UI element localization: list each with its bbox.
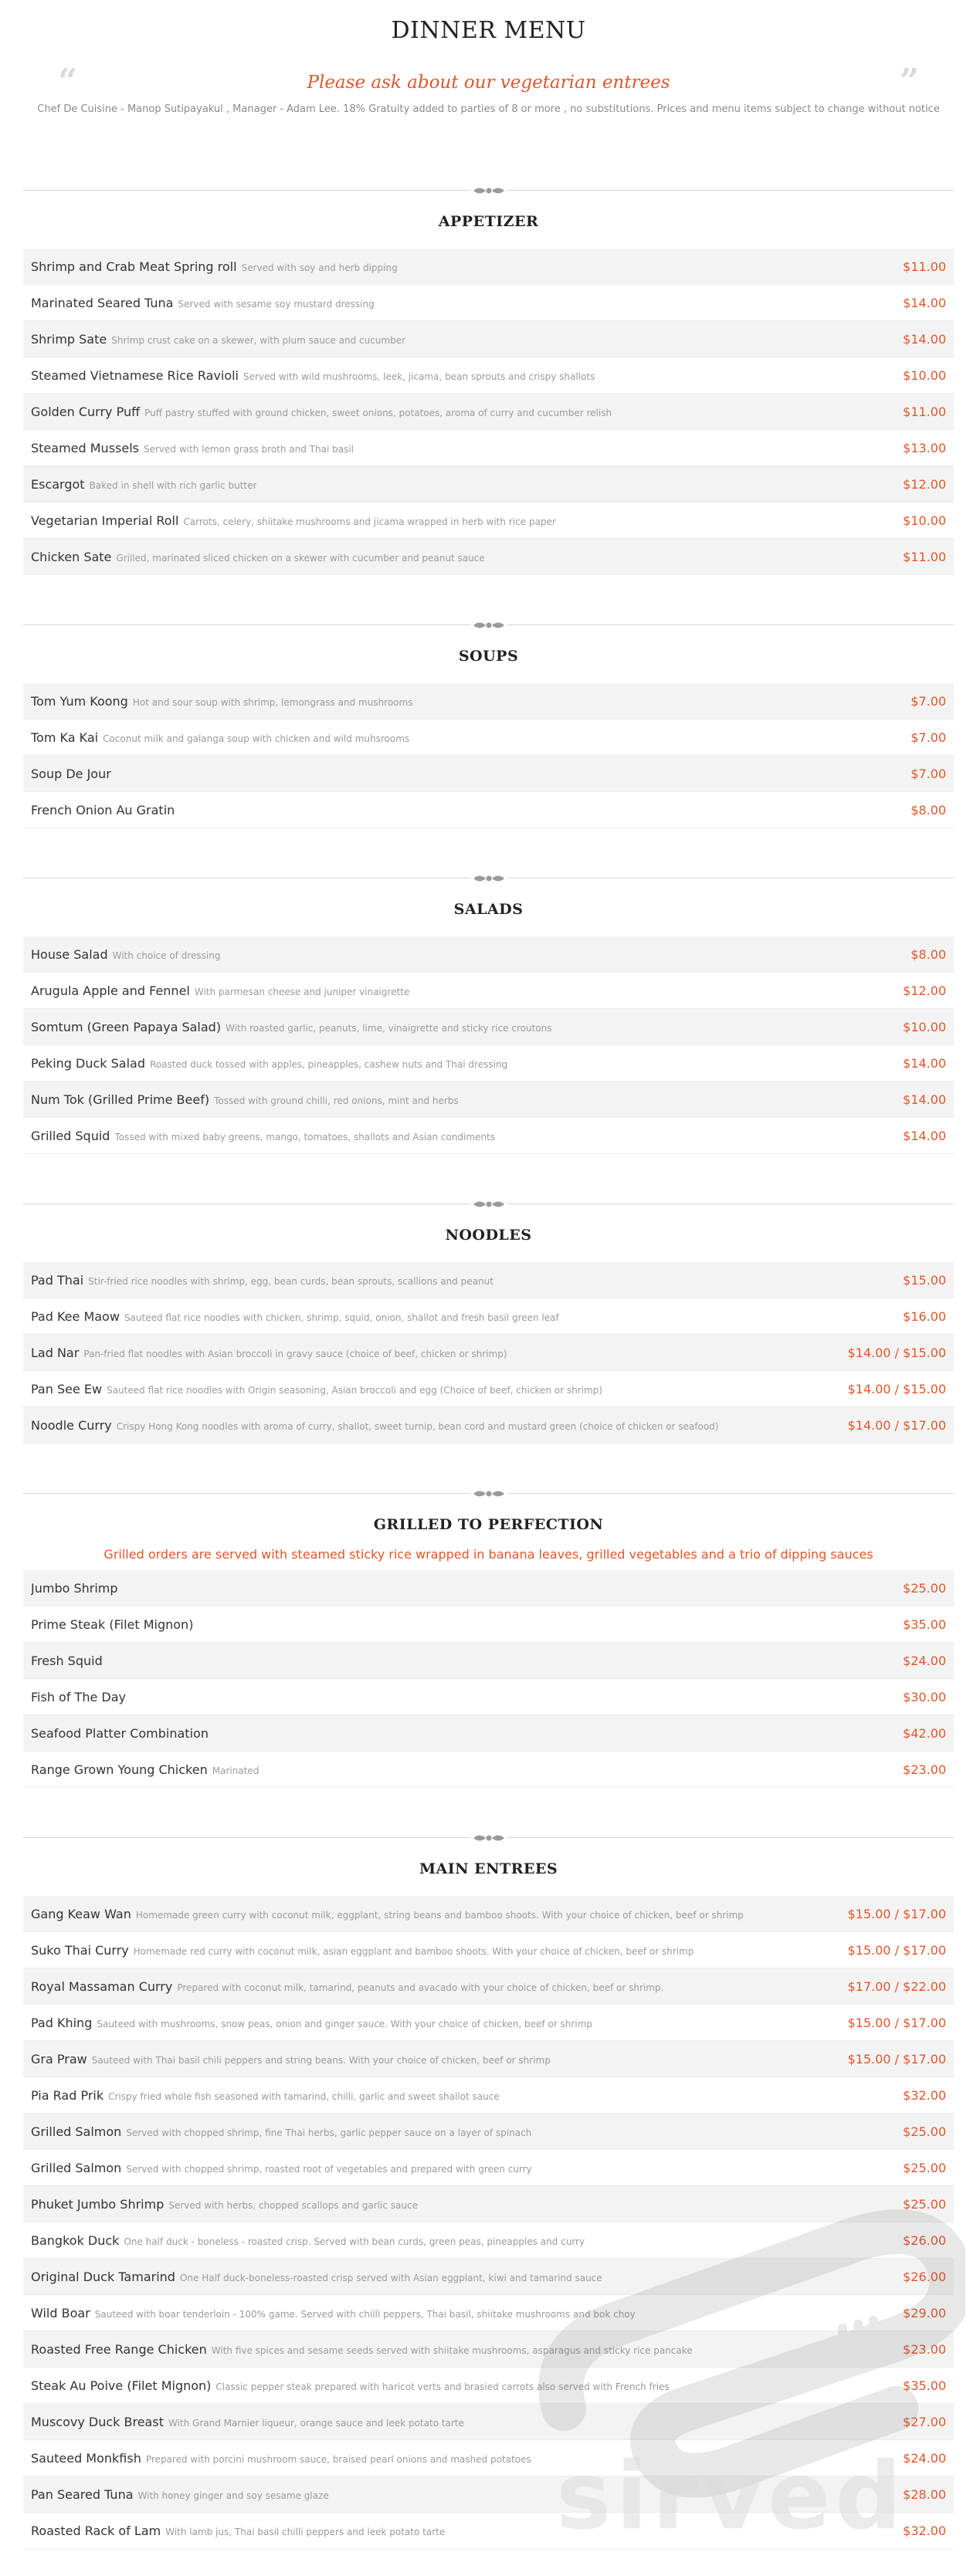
menu-item-text [31, 368, 595, 383]
menu-item-price: $29.00 [903, 2305, 946, 2320]
menu-item-description: Served with lemon grass broth and Thai basil [144, 443, 354, 455]
close-quote-icon: ” [899, 62, 919, 101]
menu-item-name: Pan Seared Tuna [31, 2486, 134, 2502]
ornament-icon [470, 184, 507, 195]
menu-item [23, 2331, 954, 2368]
menu-item [23, 1606, 954, 1643]
tagline: Please ask about our vegetarian entrees [307, 73, 670, 93]
menu-item-description: Sauteed flat rice noodles with Origin seasoning, Asian broccoli and egg (Choice of beef, chicken or shrimp) [107, 1384, 602, 1396]
menu-item [23, 2476, 954, 2513]
menu-item-name: Chicken Sate [31, 549, 112, 564]
menu-item-text [31, 1617, 193, 1632]
menu-item-description: With honey ginger and soy sesame glaze [137, 2490, 329, 2501]
section-divider-wrap [23, 1444, 954, 1501]
menu-item-description: Served with wild mushrooms, leek, jicama, bean sprouts and crispy shallots [243, 371, 595, 382]
menu-item-description: Grilled, marinated sliced chicken on a skewer with cucumber and peanut sauce [116, 552, 485, 564]
menu-item-description: With parmesan cheese and juniper vinaigrette [194, 986, 410, 997]
menu-item-description: Served with sesame soy mustard dressing [178, 298, 375, 310]
section-divider-wrap [23, 828, 954, 885]
section-divider [23, 1485, 954, 1501]
menu-item-price: $14.00 [903, 295, 946, 310]
menu-item [23, 1679, 954, 1715]
section-title: SALADS [453, 901, 524, 918]
menu-item-price: $11.00 [903, 259, 946, 274]
menu-item-text [31, 1020, 551, 1034]
section-note: Grilled orders are served with steamed sticky rice wrapped in banana leaves, grilled vegetables and a trio of dipping sauces [103, 1547, 874, 1562]
menu-item-price: $24.00 [903, 1653, 946, 1668]
menu-item-text [31, 1056, 507, 1071]
menu-item-price: $15.00 / $17.00 [847, 1942, 946, 1958]
menu-item-price: $15.00 / $17.00 [847, 2015, 946, 2030]
menu-item-description: Baked in shell with rich garlic butter [89, 479, 257, 491]
menu-item-text [31, 441, 354, 455]
menu-item [23, 466, 954, 503]
menu-section-appetizer [23, 198, 954, 575]
menu-item-price: $26.00 [903, 2232, 946, 2248]
section-divider [23, 1196, 954, 1211]
menu-item-text [31, 2052, 551, 2067]
section-title: APPETIZER [438, 213, 539, 230]
ornament-icon [470, 1832, 507, 1843]
menu-item-name: Bangkok Duck [31, 2232, 120, 2248]
menu-item-name: Somtum (Green Papaya Salad) [31, 1019, 222, 1034]
menu-item-price: $23.00 [903, 1762, 946, 1777]
menu-item-description: Sauteed with Thai basil chili peppers and string beans. With your choice of chicken, beef or shrimp [91, 2054, 551, 2066]
section-divider [23, 182, 954, 198]
menu-item-price: $25.00 [903, 2124, 946, 2139]
menu-item-text [31, 1346, 507, 1360]
menu-item-price: $10.00 [903, 367, 946, 383]
menu-item-price: $15.00 [903, 1272, 946, 1288]
menu-sections [23, 148, 954, 2549]
menu-item-name: Steak Au Poive (Filet Mignon) [31, 2378, 212, 2393]
menu-item-text [31, 477, 256, 492]
menu-item-price: $10.00 [903, 1019, 946, 1034]
menu-item-description: One half duck - boneless - roasted crisp. Served with bean curds, green peas, pineapples and curry [124, 2236, 585, 2247]
menu-item [23, 2368, 954, 2404]
menu-item-price: $11.00 [903, 549, 946, 564]
menu-item-name: Prime Steak (Filet Mignon) [31, 1616, 194, 1632]
menu-item [23, 792, 954, 828]
menu-section-noodles [23, 1211, 954, 1444]
menu-item-price: $28.00 [903, 2486, 946, 2502]
menu-item [23, 936, 954, 973]
menu-item-list [23, 1896, 954, 2549]
menu-item-text [31, 947, 220, 962]
menu-item-price: $15.00 / $17.00 [847, 2051, 946, 2067]
menu-item-description: Homemade green curry with coconut milk, eggplant, string beans and bamboo shoots. With your choice of chicken, beef or shrimp [135, 1909, 744, 1921]
menu-item-price: $7.00 [911, 693, 946, 709]
menu-item-description: With five spices and sesame seeds served with shiitake mushrooms, asparagus and sticky rice pancake [211, 2344, 693, 2356]
menu-item [23, 285, 954, 321]
menu-item-price: $14.00 [903, 331, 946, 347]
menu-item-text [31, 2270, 602, 2284]
menu-item-name: Pad Khing [31, 2015, 93, 2030]
menu-item-name: Pia Rad Prik [31, 2087, 104, 2103]
menu-item-price: $7.00 [911, 766, 946, 781]
menu-item [23, 2150, 954, 2186]
menu-item-name: Num Tok (Grilled Prime Beef) [31, 1092, 210, 1107]
menu-item [23, 2295, 954, 2331]
section-title: MAIN ENTREES [419, 1860, 558, 1877]
menu-item-name: Wild Boar [31, 2305, 90, 2320]
menu-item-text [31, 2306, 636, 2320]
menu-item-text [31, 1943, 694, 1958]
menu-item [23, 2222, 954, 2259]
menu-item-list [23, 1262, 954, 1444]
menu-item-description: Marinated [212, 1765, 260, 1776]
menu-section-soups [23, 632, 954, 828]
menu-item [23, 321, 954, 357]
ornament-icon [470, 1488, 507, 1498]
menu-item-text [31, 332, 405, 347]
menu-item [23, 1262, 954, 1298]
menu-item-price: $11.00 [903, 404, 946, 419]
menu-item [23, 1118, 954, 1154]
menu-item-price: $42.00 [903, 1725, 946, 1741]
menu-item-price: $14.00 / $15.00 [847, 1345, 946, 1360]
menu-item-text [31, 405, 612, 419]
menu-item-name: French Onion Au Gratin [31, 802, 175, 817]
menu-item-text [31, 513, 556, 528]
menu-item-name: Roasted Free Range Chicken [31, 2341, 207, 2357]
menu-item-text [31, 1129, 495, 1143]
menu-section-main-entrees [23, 1845, 954, 2549]
menu-item-description: Sauteed flat rice noodles with chicken, shrimp, squid, onion, shallot and fresh basil green leaf [124, 1312, 559, 1323]
menu-item [23, 683, 954, 719]
menu-item [23, 973, 954, 1009]
menu-item-text [31, 2197, 418, 2212]
menu-item-price: $23.00 [903, 2341, 946, 2357]
menu-item-name: Fish of The Day [31, 1689, 126, 1704]
menu-item-description: Homemade red curry with coconut milk, asian eggplant and bamboo shoots. With your choice of chicken, beef or shrimp [133, 1945, 694, 1957]
menu-item [23, 1407, 954, 1444]
menu-item-price: $7.00 [911, 729, 946, 745]
menu-item-description: Shrimp crust cake on a skewer, with plum sauce and cucumber [111, 334, 406, 346]
menu-item-text [31, 1979, 663, 1994]
menu-item-name: Pad Thai [31, 1272, 84, 1288]
menu-item-list [23, 1570, 954, 1788]
menu-item-price: $25.00 [903, 2160, 946, 2175]
menu-item-description: Puff pastry stuffed with ground chicken, sweet onions, potatoes, aroma of curry and cucumber relish [144, 407, 612, 418]
menu-item-text [31, 2378, 670, 2393]
menu-item-price: $10.00 [903, 513, 946, 528]
menu-item-name: Golden Curry Puff [31, 404, 141, 419]
menu-item [23, 2077, 954, 2114]
section-title: GRILLED TO PERFECTION [373, 1516, 604, 1533]
menu-item [23, 1298, 954, 1335]
menu-item-name: Range Grown Young Chicken [31, 1762, 208, 1777]
menu-item-text [31, 1273, 494, 1288]
menu-item-description: Served with herbs, chopped scallops and garlic sauce [168, 2199, 418, 2211]
menu-item-text [31, 2342, 693, 2357]
menu-item-description: Carrots, celery, shiitake mushrooms and jicama wrapped in herb with rice paper [183, 516, 556, 527]
menu-page [23, 0, 954, 2549]
section-title: SOUPS [458, 648, 519, 665]
intro-quote [23, 48, 954, 148]
menu-item-description: Roasted duck tossed with apples, pineapples, cashew nuts and Thai dressing [150, 1058, 508, 1070]
menu-item-price: $26.00 [903, 2269, 946, 2284]
menu-item-text [31, 1309, 559, 1324]
watermark-text: sirved [556, 2443, 907, 2551]
menu-item-description: Crispy Hong Kong noodles with aroma of curry, shallot, sweet turnip, bean cord and mustard green (choice of chicken or seafood) [116, 1420, 719, 1432]
menu-item-name: Steamed Mussels [31, 440, 139, 455]
section-title: NOODLES [445, 1227, 532, 1244]
menu-item [23, 2440, 954, 2476]
menu-item-name: Gang Keaw Wan [31, 1906, 131, 1921]
menu-item-name: Fresh Squid [31, 1653, 103, 1668]
section-divider [23, 870, 954, 885]
menu-item-text [31, 2088, 500, 2103]
menu-item [23, 1715, 954, 1752]
menu-item [23, 249, 954, 285]
menu-item [23, 2513, 954, 2549]
menu-item [23, 756, 954, 792]
menu-item-text [31, 1690, 126, 1704]
menu-item-name: Pad Kee Maow [31, 1308, 120, 1324]
menu-section-salads [23, 885, 954, 1154]
menu-item-price: $12.00 [903, 476, 946, 492]
menu-item-description: Tossed with ground chilli, red onions, mint and herbs [214, 1095, 459, 1106]
menu-item-price: $8.00 [911, 946, 946, 962]
menu-item-price: $32.00 [903, 2523, 946, 2538]
menu-item-text [31, 730, 409, 745]
section-divider-wrap [23, 1154, 954, 1211]
menu-item-name: Shrimp and Crab Meat Spring roll [31, 259, 237, 274]
menu-item [23, 2186, 954, 2222]
menu-item-name: Suko Thai Curry [31, 1942, 129, 1958]
menu-item-text [31, 1726, 209, 1741]
menu-item-name: Pan See Ew [31, 1381, 103, 1396]
menu-item-price: $13.00 [903, 440, 946, 455]
menu-item-description: Prepared with coconut milk, tamarind, peanuts and avacado with your choice of chicken, beef or shrimp. [177, 1982, 664, 1993]
menu-item [23, 1968, 954, 2005]
menu-section-grilled-to-perfection [23, 1501, 954, 1788]
menu-item-price: $16.00 [903, 1308, 946, 1324]
menu-item-text [31, 2233, 585, 2248]
menu-item [23, 1371, 954, 1407]
menu-item-name: Original Duck Tamarind [31, 2269, 175, 2284]
menu-item-name: Muscovy Duck Breast [31, 2414, 164, 2429]
menu-item-description: Sauteed with mushrooms, snow peas, onion and ginger sauce. With your choice of chicken, beef or shrimp [97, 2018, 592, 2029]
menu-item-price: $24.00 [903, 2450, 946, 2466]
menu-item [23, 719, 954, 756]
menu-item-name: Arugula Apple and Fennel [31, 983, 190, 998]
menu-item-text [31, 2161, 532, 2175]
menu-item-price: $14.00 [903, 1092, 946, 1107]
menu-item-text [31, 983, 409, 998]
menu-item-description: With roasted garlic, peanuts, lime, vinaigrette and sticky rice croutons [226, 1022, 552, 1034]
menu-item-name: Grilled Salmon [31, 2124, 122, 2139]
section-divider-wrap [23, 575, 954, 632]
menu-item-name: Lad Nar [31, 1345, 80, 1360]
menu-item-text [31, 550, 485, 564]
menu-item-price: $12.00 [903, 983, 946, 998]
menu-item-name: Peking Duck Salad [31, 1055, 145, 1071]
menu-item-price: $25.00 [903, 1580, 946, 1596]
menu-item-name: Grilled Salmon [31, 2160, 122, 2175]
menu-item-text [31, 1762, 259, 1777]
menu-item-description: One Half duck-boneless-roasted crisp served with Asian eggplant, kiwi and tamarind sauce [179, 2272, 602, 2283]
menu-item [23, 1082, 954, 1118]
menu-item [23, 1643, 954, 1679]
menu-item-text [31, 1418, 718, 1433]
menu-item [23, 1045, 954, 1082]
menu-item-name: House Salad [31, 946, 108, 962]
menu-item-name: Gra Praw [31, 2051, 87, 2067]
menu-item [23, 430, 954, 466]
menu-item-name: Royal Massaman Curry [31, 1979, 173, 1994]
menu-item-price: $25.00 [903, 2196, 946, 2212]
ornament-icon [470, 872, 507, 883]
menu-item-text [31, 1382, 602, 1396]
menu-item-price: $14.00 / $15.00 [847, 1381, 946, 1396]
menu-item-description: With Grand Marnier liqueur, orange sauce and leek potato tarte [168, 2417, 464, 2429]
menu-item [23, 2005, 954, 2041]
menu-item-name: Seafood Platter Combination [31, 1725, 209, 1741]
menu-item-price: $8.00 [911, 802, 946, 817]
section-divider [23, 617, 954, 632]
menu-item-text [31, 767, 111, 781]
menu-item-description: Stir-fried rice noodles with shrimp, egg, bean curds, bean sprouts, scallions and peanut [88, 1275, 494, 1287]
section-divider [23, 1830, 954, 1845]
menu-item-text [31, 1907, 744, 1921]
menu-item [23, 1335, 954, 1371]
menu-item-description: Hot and sour soup with shrimp, lemongrass and mushrooms [132, 696, 413, 708]
menu-item-description: Served with soy and herb dipping [241, 262, 398, 273]
menu-item-price: $35.00 [903, 2378, 946, 2393]
menu-item-description: With choice of dressing [112, 949, 221, 961]
ornament-icon [470, 1198, 507, 1209]
menu-item-list [23, 936, 954, 1154]
menu-item-name: Escargot [31, 476, 85, 492]
page-title: DINNER MENU [391, 17, 586, 44]
menu-item [23, 1570, 954, 1606]
menu-item [23, 394, 954, 430]
menu-item-name: Noodle Curry [31, 1417, 112, 1433]
subline: Chef De Cuisine - Manop Sutipayakul , Manager - Adam Lee. 18% Gratuity added to parties of 8 or more , no substitutions. Prices and menu items subject to change without notice [37, 103, 940, 115]
menu-item-name: Soup De Jour [31, 766, 111, 781]
menu-item-description: Served with chopped shrimp, roasted root of vegetables and prepared with green curry [126, 2163, 532, 2175]
menu-item-text [31, 1654, 103, 1668]
menu-item-name: Phuket Jumbo Shrimp [31, 2196, 165, 2212]
menu-item-name: Grilled Squid [31, 1128, 110, 1143]
menu-item-description: With lamb jus, Thai basil chilli peppers and leek potato tarte [165, 2526, 446, 2537]
menu-item-description: Coconut milk and galanga soup with chicken and wild muhsrooms [103, 733, 410, 744]
menu-item-text [31, 2124, 531, 2139]
menu-item-name: Vegetarian Imperial Roll [31, 513, 179, 528]
menu-item-name: Marinated Seared Tuna [31, 295, 174, 310]
menu-item-name: Shrimp Sate [31, 331, 107, 347]
menu-item-text [31, 2451, 531, 2466]
menu-item [23, 1009, 954, 1045]
menu-item-name: Roasted Rack of Lam [31, 2523, 161, 2538]
menu-item [23, 503, 954, 539]
menu-item-name: Sauteed Monkfish [31, 2450, 141, 2466]
menu-item-price: $14.00 / $17.00 [847, 1417, 946, 1433]
menu-item-text [31, 694, 412, 709]
menu-item-description: Prepared with porcini mushroom sauce, braised pearl onions and mashed potatoes [145, 2453, 531, 2465]
menu-item [23, 1932, 954, 1968]
menu-item-list [23, 249, 954, 575]
menu-item-text [31, 296, 375, 310]
menu-item [23, 357, 954, 394]
menu-item-description: Sauteed with boar tenderloin - 100% game. Served with chilli peppers, Thai basil, shiitake mushrooms and bok choy [94, 2308, 636, 2320]
menu-item-price: $15.00 / $17.00 [847, 1906, 946, 1921]
menu-item-text [31, 803, 175, 817]
menu-item-price: $35.00 [903, 1616, 946, 1632]
section-divider-wrap [23, 1788, 954, 1845]
menu-item-price: $32.00 [903, 2087, 946, 2103]
section-divider-wrap [23, 148, 954, 198]
menu-item-text [31, 2487, 329, 2502]
menu-item-list [23, 683, 954, 828]
menu-item-price: $14.00 [903, 1128, 946, 1143]
menu-item [23, 539, 954, 575]
menu-item-text [31, 2524, 445, 2538]
menu-item-text [31, 259, 398, 274]
menu-item-description: Classic pepper steak prepared with haricot verts and brasied carrots also served with French fries [215, 2381, 670, 2392]
menu-item-name: Jumbo Shrimp [31, 1580, 118, 1596]
menu-item [23, 1896, 954, 1932]
menu-item [23, 2259, 954, 2295]
menu-item-text [31, 2016, 592, 2030]
menu-item-description: Crispy fried whole fish seasoned with tamarind, chilli, garlic and sweet shallot sauce [108, 2090, 500, 2102]
menu-item-price: $17.00 / $22.00 [847, 1979, 946, 1994]
menu-item-text [31, 1092, 459, 1107]
menu-item-description: Pan-fried flat noodles with Asian broccoli in gravy sauce (choice of beef, chicken or shrimp) [83, 1348, 507, 1359]
menu-item-text [31, 1581, 118, 1596]
menu-item-description: Served with chopped shrimp, fine Thai herbs, garlic pepper sauce on a layer of spinach [126, 2127, 532, 2138]
menu-item-name: Tom Ka Kai [31, 729, 99, 745]
menu-item-text [31, 2415, 464, 2429]
menu-item [23, 2041, 954, 2077]
menu-item-name: Tom Yum Koong [31, 693, 128, 709]
menu-item [23, 2404, 954, 2440]
open-quote-icon: “ [58, 62, 78, 101]
menu-item-price: $27.00 [903, 2414, 946, 2429]
ornament-icon [470, 619, 507, 630]
menu-item-name: Steamed Vietnamese Rice Ravioli [31, 367, 239, 383]
menu-item-description: Tossed with mixed baby greens, mango, tomatoes, shallots and Asian condiments [114, 1131, 496, 1142]
menu-item [23, 2114, 954, 2150]
menu-item [23, 1752, 954, 1788]
menu-item-price: $30.00 [903, 1689, 946, 1704]
menu-item-price: $14.00 [903, 1055, 946, 1071]
